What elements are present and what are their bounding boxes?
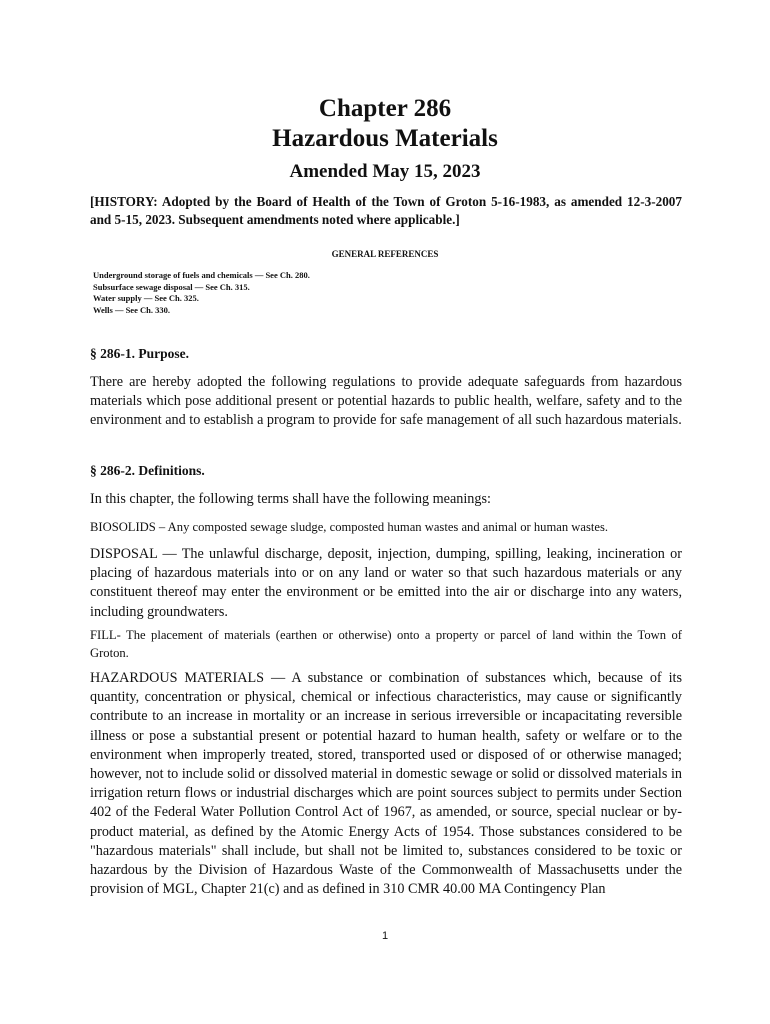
page-number: 1 xyxy=(381,930,389,942)
reference-item: Wells — See Ch. 330. xyxy=(93,304,170,315)
definitions-intro: In this chapter, the following terms shall have the following meanings: xyxy=(90,491,491,507)
amended-date: Amended May 15, 2023 xyxy=(289,161,481,182)
purpose-paragraph: There are hereby adopted the following regulations to provide adequate safeguards from hazardous materials which pose additional present or potential hazards to public health, welfare, safety and to the environment and to establish a program to provide for safe management of all such hazardous materials. xyxy=(90,374,682,429)
definition-fill: FILL- The placement of materials (earthen or otherwise) onto a property or parcel of land within the Town of Groton. xyxy=(90,628,682,660)
reference-item: Underground storage of fuels and chemicals — See Ch. 280. xyxy=(93,270,310,280)
reference-item: Subsurface sewage disposal — See Ch. 315. xyxy=(93,281,250,292)
history-note: [HISTORY: Adopted by the Board of Health of the Town of Groton 5-16-1983, as amended 12-3-2007 and 5-15, 2023. Subsequent amendments noted where applicable.] xyxy=(90,194,682,227)
general-references-heading: GENERAL REFERENCES xyxy=(331,249,439,259)
title-block xyxy=(90,94,680,184)
section-heading-purpose: § 286-1. Purpose. xyxy=(90,346,189,361)
general-references-list xyxy=(93,270,310,316)
reference-item: Water supply — See Ch. 325. xyxy=(93,293,199,304)
chapter-title: Hazardous Materials xyxy=(272,125,498,152)
section-heading-definitions: § 286-2. Definitions. xyxy=(90,463,205,478)
definition-hazardous-materials: HAZARDOUS MATERIALS — A substance or combination of substances which, because of its quantity, concentration or physical, chemical or infectious characteristics, may cause or significantly contribute to an increase in mortality or an increase in serious irreversible or incapacitating reversible illness or pose a substantial present or potential hazard to human health, safety or welfare or to the environment when improperly treated, stored, transported used or disposed of or otherwise managed; however, not to include solid or dissolved material in domestic sewage or solid or dissolved materials in irrigation return flows or industrial discharges which are point sources subject to permits under Section 402 of the Federal Water Pollution Control Act of 1967, as amended, or source, special nuclear or by-product material, as defined by the Atomic Energy Acts of 1954. Those substances considered to be "hazardous materials" shall include, but shall not be limited to, substances considered to be toxic or hazardous by the Division of Hazardous Waste of the Commonwealth of Massachusetts under the provision of MGL, Chapter 21(c) and as defined in 310 CMR 40.00 MA Contingency Plan xyxy=(90,670,682,898)
chapter-number: Chapter 286 xyxy=(318,95,452,122)
definition-biosolids: BIOSOLIDS – Any composted sewage sludge, composted human wastes and animal or human wastes. xyxy=(90,520,609,534)
definition-disposal: DISPOSAL — The unlawful discharge, deposit, injection, dumping, spilling, leaking, incineration or placing of hazardous materials into or on any land or water so that such hazardous materials or any constituent thereof may enter the environment or be emitted into the air or discharge into any waters, including groundwaters. xyxy=(90,546,682,620)
